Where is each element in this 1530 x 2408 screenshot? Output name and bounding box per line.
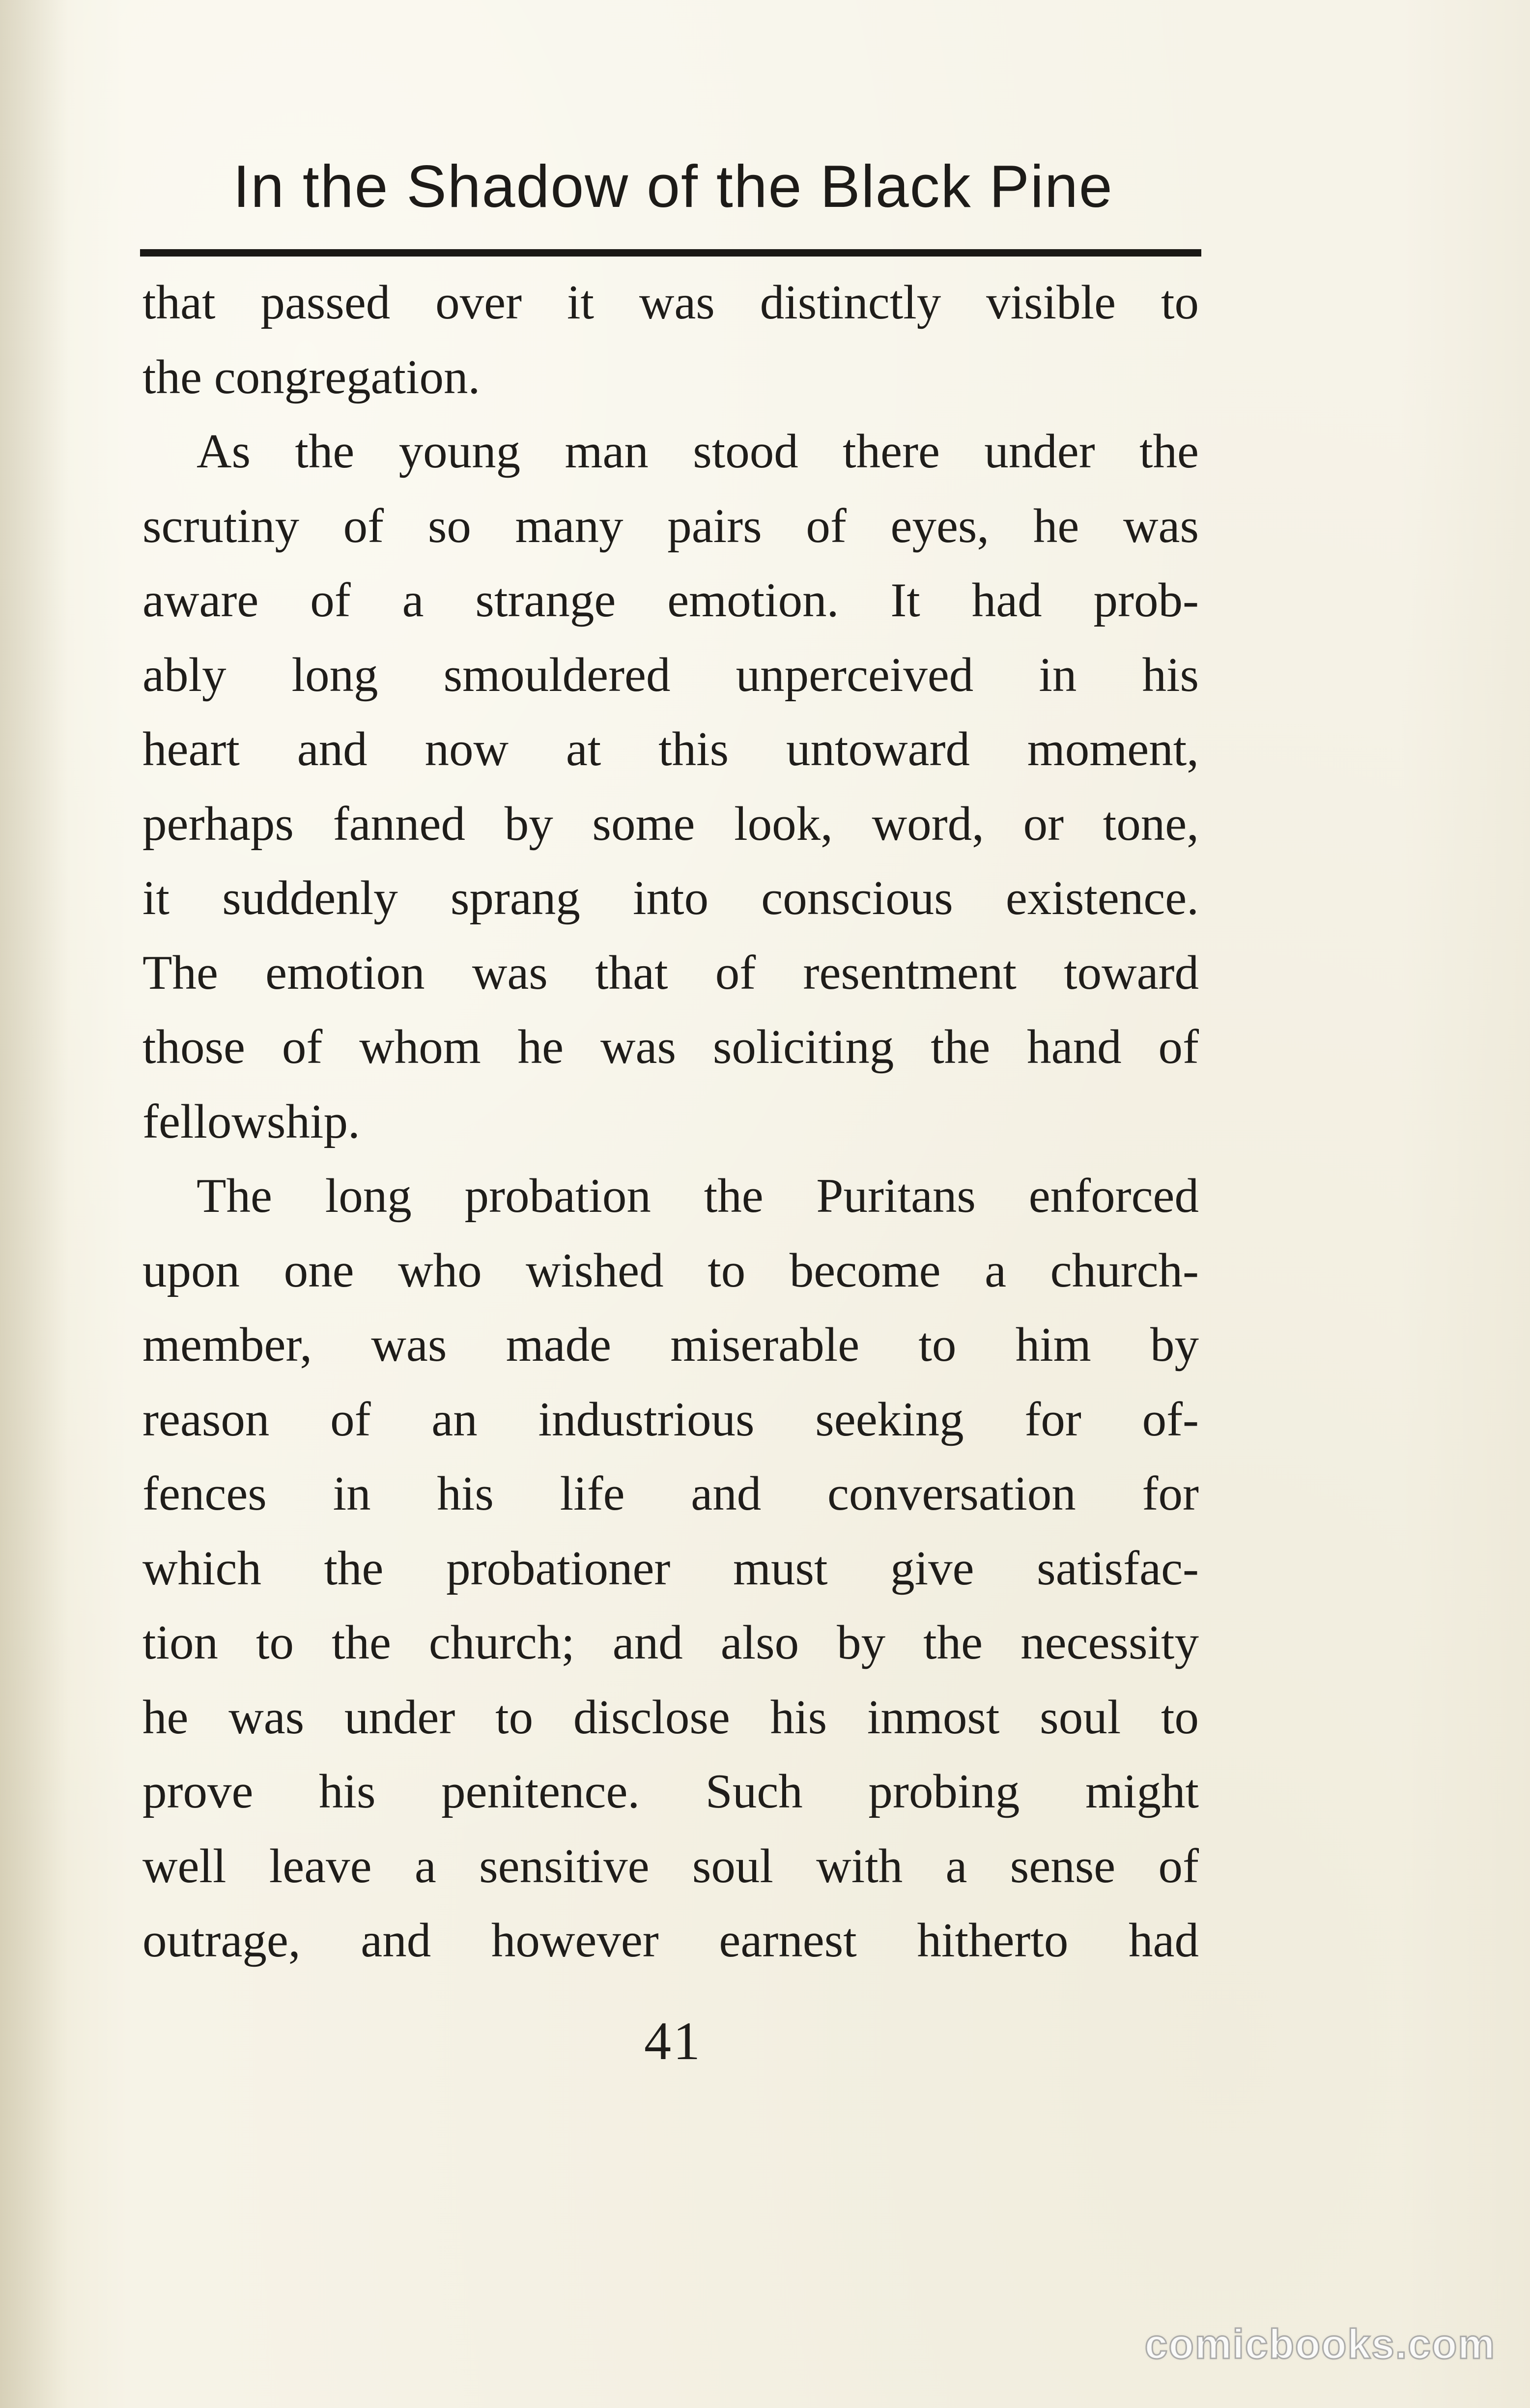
text-line: it suddenly sprang into conscious existence. [142,871,1199,925]
watermark-logo: comicbooks.com [1144,2321,1496,2367]
text-line: the congregation. [142,350,481,404]
text-line: heart and now at this untoward moment, [142,722,1199,776]
text-line: The emotion was that of resentment toward [142,946,1199,1000]
text-line: tion to the church; and also by the necessity [142,1616,1199,1669]
text-line: scrutiny of so many pairs of eyes, he was [142,499,1199,553]
text-line: that passed over it was distinctly visible to [142,276,1199,329]
text-line: member, was made miserable to him by [142,1318,1199,1372]
text-line: prove his penitence. Such probing might [142,1765,1199,1818]
header-rule [140,249,1201,257]
body-text [142,265,1199,1978]
text-line: which the probationer must give satisfac- [142,1541,1199,1595]
text-line: reason of an industrious seeking for of- [142,1392,1199,1446]
running-head: In the Shadow of the Black Pine [233,153,1113,220]
page-number: 41 [644,2011,702,2071]
text-line: As the young man stood there under the [197,425,1199,478]
text-line: ably long smouldered unperceived in his [142,648,1199,702]
text-line: perhaps fanned by some look, word, or tone, [142,797,1199,851]
text-line: aware of a strange emotion. It had prob- [142,573,1199,627]
text-line: The long probation the Puritans enforced [197,1169,1199,1223]
text-line: he was under to disclose his inmost soul to [142,1690,1199,1744]
text-line: fellowship. [142,1094,360,1148]
text-line: upon one who wished to become a church- [142,1243,1199,1297]
text-line: well leave a sensitive soul with a sense of [142,1839,1199,1893]
text-line: those of whom he was soliciting the hand of [142,1020,1199,1074]
text-line: outrage, and however earnest hitherto had [142,1914,1199,1967]
text-line: fences in his life and conversation for [142,1467,1199,1520]
